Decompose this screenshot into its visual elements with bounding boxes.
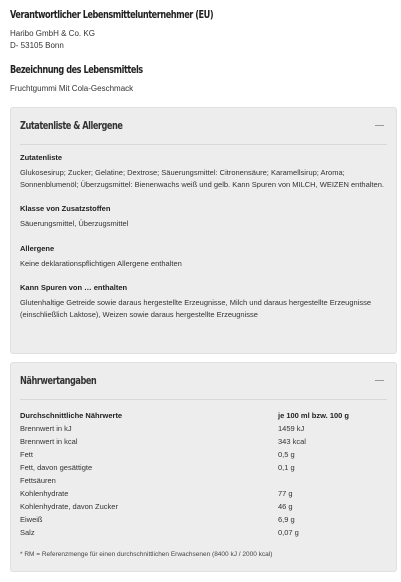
- nutrient-name: Fettsäuren: [20, 476, 56, 485]
- nutrient-value: 1459 kJ: [278, 424, 305, 433]
- ingredients-list-title: Zutatenliste: [20, 153, 63, 162]
- table-row: [20, 422, 387, 435]
- nutrition-footnote: * RM = Referenzmenge für einen durchschnittlichen Erwachsenen (8400 kJ / 2000 kcal): [20, 551, 273, 558]
- nutrition-card-header[interactable]: [11, 363, 396, 399]
- table-row: [20, 435, 387, 448]
- nutrition-card-body: [11, 400, 396, 568]
- designation-heading: Bezeichnung des Lebensmittels: [10, 64, 143, 76]
- nutrient-value: 6,9 g: [278, 515, 295, 524]
- nutrient-value: 343 kcal: [278, 437, 306, 446]
- nutrient-name: Eiweiß: [20, 515, 43, 524]
- ingredients-list-text: Glukosesirup; Zucker; Gelatine; Dextrose; Säuerungsmittel: Citronensäure; Karamellsirup; Aroma; Sonnenblumenöl; Überzugsmittel: Bienenwachs weiß und gelb. Kann Spuren von MILCH, WEIZEN enthalten.: [20, 168, 384, 189]
- nutrient-name: Fett, davon gesättigte: [20, 463, 93, 472]
- table-row: [20, 448, 387, 461]
- table-row: [20, 474, 387, 487]
- nutrient-name: Brennwert in kcal: [20, 437, 78, 446]
- nutrient-name: Fett: [20, 450, 33, 459]
- ingredients-card-header[interactable]: [11, 108, 396, 144]
- nutrient-value: 77 g: [278, 489, 293, 498]
- operator-line: Haribo GmbH & Co. KG: [10, 29, 95, 38]
- column-header: Durchschnittliche Nährwerte: [20, 410, 123, 420]
- ingredients-allergens-card: [10, 107, 397, 354]
- nutrition-card-title: Nährwertangaben: [20, 375, 97, 387]
- table-header-row: [20, 408, 387, 422]
- nutrition-card: [10, 362, 397, 572]
- nutrient-name: Brennwert in kJ: [20, 424, 72, 433]
- designation-section: [10, 64, 391, 95]
- nutrient-value: 0,5 g: [278, 450, 295, 459]
- additive-class-title: Klasse von Zusatzstoffen: [20, 204, 111, 213]
- nutrient-value: 0,1 g: [278, 463, 295, 472]
- table-row: [20, 500, 387, 513]
- additive-class-text: Säuerungsmittel, Überzugsmittel: [20, 219, 129, 228]
- allergens-title: Allergene: [20, 243, 55, 253]
- ingredients-card-title: Zutatenliste & Allergene: [20, 120, 123, 132]
- table-row: [20, 526, 387, 539]
- nutrient-value: 46 g: [278, 502, 293, 511]
- food-operator-heading: Verantwortlicher Lebensmittelunternehmer (EU): [10, 9, 214, 21]
- food-operator-section: [10, 9, 391, 52]
- table-row: [20, 461, 387, 474]
- minus-icon[interactable]: [375, 374, 384, 386]
- ingredients-card-body: [11, 145, 396, 330]
- minus-icon[interactable]: [375, 119, 384, 131]
- allergens-text: Keine deklarationspflichtigen Allergene enthalten: [20, 258, 182, 268]
- nutrient-name: Salz: [20, 528, 35, 537]
- traces-title: Kann Spuren von … enthalten: [20, 283, 128, 292]
- designation-text: Fruchtgummi Mit Cola-Geschmack: [10, 84, 134, 93]
- nutrient-name: Kohlenhydrate, davon Zucker: [20, 502, 118, 511]
- table-row: [20, 513, 387, 526]
- operator-line: D- 53105 Bonn: [10, 41, 64, 50]
- column-header: je 100 ml bzw. 100 g: [278, 410, 350, 420]
- traces-text: Glutenhaltige Getreide sowie daraus hergestellte Erzeugnisse, Milch und daraus hergestellte Erzeugnisse (einschließlich Laktose), Weizen sowie daraus hergestellte Erzeugnisse: [20, 298, 372, 319]
- nutrient-value: 0,07 g: [278, 528, 299, 537]
- nutrition-table: [20, 408, 387, 539]
- table-row: [20, 487, 387, 500]
- nutrient-value: [278, 474, 387, 487]
- nutrient-name: Kohlenhydrate: [20, 489, 69, 498]
